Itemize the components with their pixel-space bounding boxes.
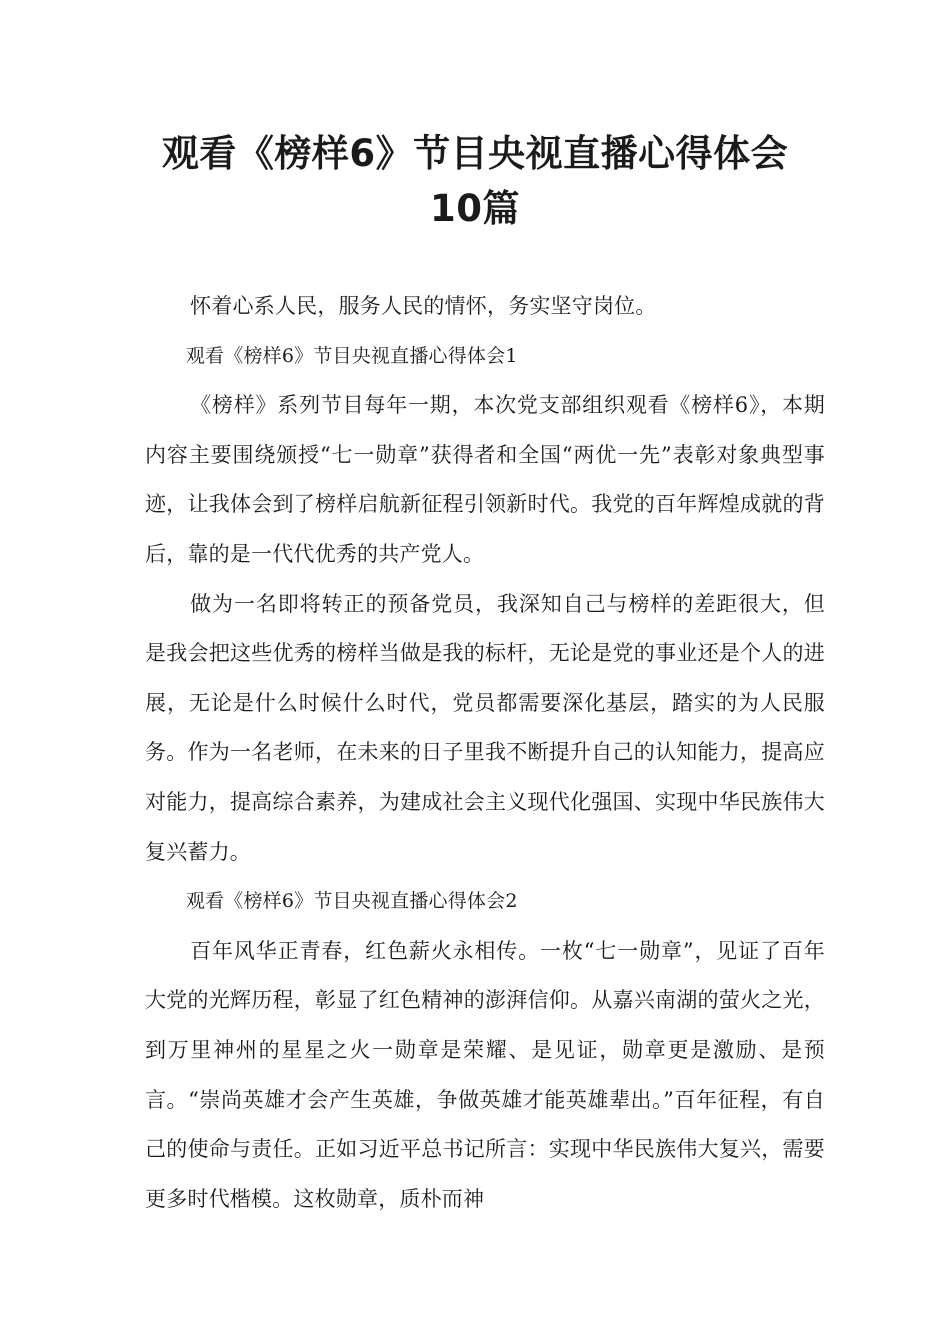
paragraph: 百年风华正青春，红色薪火永相传。一枚“七一勋章”，见证了百年大党的光辉历程，彰显了红色精神的澎湃信仰。从嘉兴南湖的萤火之光，到万里神州的星星之火一勋章是荣耀、是见证，勋章更是激励、是预言。“崇尚英雄才会产生英雄，争做英雄才能英雄辈出。”百年征程，有自己的使命与责任。正如习近平总书记所言：实现中华民族伟大复兴，需要更多时代楷模。这枚勋章，质朴而神 bbox=[145, 938, 825, 1211]
paragraph: 做为一名即将转正的预备党员，我深知自己与榜样的差距很大，但是我会把这些优秀的榜样当做是我的标杆，无论是党的事业还是个人的进展，无论是什么时候什么时代，党员都需要深化基层，踏实的为人民服务。作为一名老师，在未来的日子里我不断提升自己的认知能力，提高应对能力，提高综合素养，为建成社会主义现代化强国、实现中华民族伟大复兴蓄力。 bbox=[145, 591, 825, 864]
section-heading: 观看《榜样6》节目央视直播心得体会2 bbox=[185, 890, 518, 913]
document-title bbox=[0, 126, 950, 236]
section-heading: 观看《榜样6》节目央视直播心得体会1 bbox=[185, 344, 518, 367]
title-line-1: 观看《榜样6》节目央视直播心得体会 bbox=[161, 132, 789, 175]
paragraph: 怀着心系人民，服务人民的情怀，务实坚守岗位。 bbox=[190, 294, 657, 318]
paragraph: 《榜样》系列节目每年一期，本次党支部组织观看《榜样6》，本期内容主要围绕颁授“七一勋章”获得者和全国“两优一先”表彰对象典型事迹，让我体会到了榜样启航新征程引领新时代。我党的百年辉煌成就的背后，靠的是一代代优秀的共产党人。 bbox=[145, 393, 825, 566]
title-line-2: 10篇 bbox=[430, 187, 520, 230]
document-body bbox=[145, 282, 825, 1224]
